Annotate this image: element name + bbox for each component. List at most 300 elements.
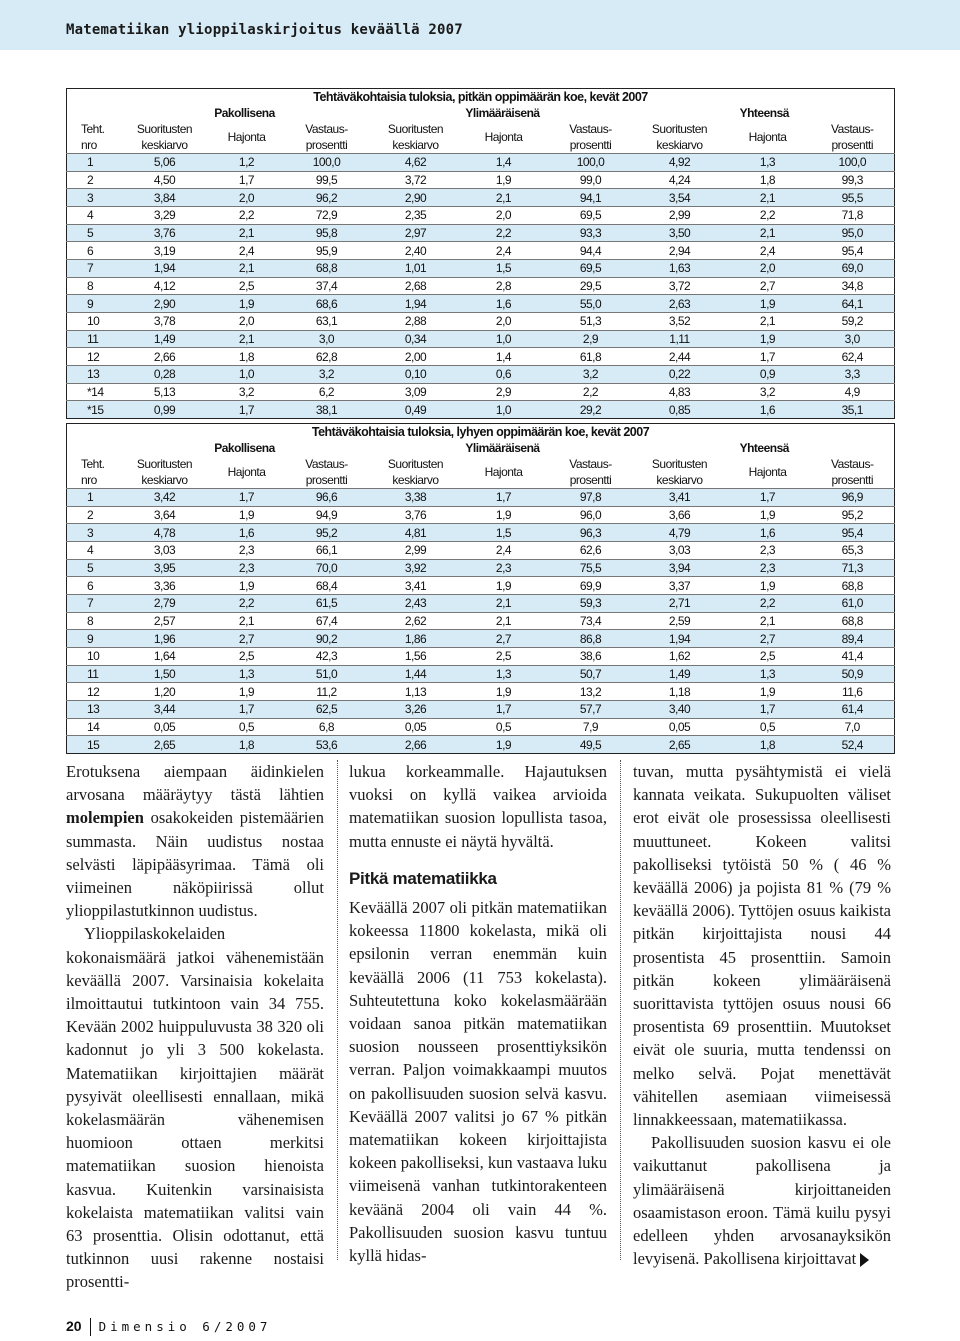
value-cell: 2,2 [211,594,283,612]
task-number-cell: 1 [67,489,119,507]
value-cell: 3,26 [371,700,461,718]
value-cell: 3,37 [635,577,725,595]
value-cell: 2,2 [725,594,811,612]
task-number-cell: 13 [67,365,119,383]
header-sd: Hajonta [725,456,811,489]
value-cell: 96,2 [283,189,371,207]
value-cell: 3,0 [811,330,895,348]
table-row [67,259,895,277]
header-sd: Hajonta [461,456,547,489]
value-cell: 2,94 [635,242,725,260]
value-cell: 93,3 [547,224,635,242]
value-cell: 4,9 [811,383,895,401]
value-cell: 4,12 [119,277,211,295]
value-cell: 94,1 [547,189,635,207]
value-cell: 0,28 [119,365,211,383]
value-cell: 75,5 [547,559,635,577]
value-cell: 61,5 [283,594,371,612]
task-number-cell: 4 [67,206,119,224]
table-row [67,312,895,330]
value-cell: 65,3 [811,541,895,559]
table-row [67,559,895,577]
value-cell: 3,40 [635,700,725,718]
value-cell: 1,5 [461,524,547,542]
value-cell: 11,2 [283,683,371,701]
value-cell: 2,99 [635,206,725,224]
table-row [67,401,895,419]
value-cell: 2,7 [461,630,547,648]
value-cell: 69,5 [547,259,635,277]
value-cell: 70,0 [283,559,371,577]
value-cell: 3,38 [371,489,461,507]
value-cell: 2,66 [119,348,211,366]
table-row [67,665,895,683]
value-cell: 3,03 [119,541,211,559]
value-cell: 3,2 [283,365,371,383]
value-cell: 95,5 [811,189,895,207]
value-cell: 61,0 [811,594,895,612]
value-cell: 96,3 [547,524,635,542]
value-cell: 3,64 [119,506,211,524]
table-short-wrapper [66,423,894,754]
header-mean: Suoritusten keskiarvo [119,121,211,154]
value-cell: 0,9 [725,365,811,383]
value-cell: 1,56 [371,647,461,665]
value-cell: 2,63 [635,295,725,313]
article-column-1 [66,760,324,1294]
value-cell: 1,9 [211,295,283,313]
table-row [67,154,895,172]
header-pass-percent: Vastaus- prosentti [283,121,371,154]
value-cell: 67,4 [283,612,371,630]
table-short-header-row [67,456,895,489]
value-cell: 0,5 [211,718,283,736]
value-cell: 4,24 [635,171,725,189]
value-cell: 2,7 [211,630,283,648]
value-cell: 0,10 [371,365,461,383]
task-number-cell: 3 [67,524,119,542]
value-cell: 62,5 [283,700,371,718]
value-cell: 0,5 [725,718,811,736]
value-cell: 0,99 [119,401,211,419]
value-cell: 2,0 [461,312,547,330]
value-cell: 1,9 [725,577,811,595]
value-cell: 3,50 [635,224,725,242]
value-cell: 2,43 [371,594,461,612]
table-row [67,718,895,736]
value-cell: 3,78 [119,312,211,330]
table-row [67,577,895,595]
task-number-cell: 6 [67,242,119,260]
value-cell: 51,3 [547,312,635,330]
table-row [67,524,895,542]
value-cell: 1,8 [725,171,811,189]
group-pakollisena: Pakollisena [119,440,371,456]
value-cell: 5,06 [119,154,211,172]
value-cell: 3,2 [725,383,811,401]
value-cell: 0,05 [635,718,725,736]
value-cell: 69,9 [547,577,635,595]
value-cell: 3,52 [635,312,725,330]
footer-separator [90,1318,91,1336]
table-row [67,171,895,189]
value-cell: 2,71 [635,594,725,612]
value-cell: 2,0 [211,189,283,207]
value-cell: 73,4 [547,612,635,630]
header-sd: Hajonta [211,456,283,489]
value-cell: 2,1 [725,224,811,242]
value-cell: 1,3 [461,665,547,683]
value-cell: 1,6 [725,524,811,542]
value-cell: 0,22 [635,365,725,383]
task-number-cell: 5 [67,559,119,577]
value-cell: 2,65 [119,736,211,754]
task-number-cell: 2 [67,506,119,524]
value-cell: 95,9 [283,242,371,260]
value-cell: 2,8 [461,277,547,295]
header-sd: Hajonta [461,121,547,154]
section-heading: Pitkä matematiikka [349,868,497,888]
value-cell: 1,7 [211,171,283,189]
table-long-wrapper [66,88,894,419]
value-cell: 95,0 [811,224,895,242]
value-cell: 2,00 [371,348,461,366]
value-cell: 1,2 [211,154,283,172]
value-cell: 3,0 [283,330,371,348]
value-cell: 3,09 [371,383,461,401]
value-cell: 2,68 [371,277,461,295]
task-number-cell: 7 [67,594,119,612]
value-cell: 1,7 [211,401,283,419]
value-cell: 1,62 [635,647,725,665]
value-cell: 50,9 [811,665,895,683]
table-row [67,683,895,701]
value-cell: 1,5 [461,259,547,277]
group-pakollisena: Pakollisena [119,105,371,121]
col3-paragraph-1: tuvan, mutta pysähtymistä ei vielä kannata veikata. Sukupuolten väliset erot eivät ole prosessissa oleellisesti muuttuneet. Kokeen valitsi pakolliseksi tytöistä 50 % ( 46 % keväällä 2006) ja pojista 81 % (79 % keväällä 2006). Tyttöjen osuus kaikista pitkän kirjoittajista nousi 44 prosentista 45 prosenttiin. Samoin pitkän kokeen ylimääräisenä suorittavista tyttöjen osuus nousi 66 prosentista 69 prosenttiin. Muutokset eivät ole suuria, mutta tendenssi on melko selvä. Pojat menettävät vähitellen asemiaan viimeisessä linnakkeessaan, matematiikassa. [633,762,891,1130]
task-number-cell: 3 [67,189,119,207]
value-cell: 100,0 [811,154,895,172]
value-cell: 35,1 [811,401,895,419]
value-cell: 38,1 [283,401,371,419]
value-cell: 68,8 [283,259,371,277]
value-cell: 3,95 [119,559,211,577]
value-cell: 1,9 [725,330,811,348]
value-cell: 3,44 [119,700,211,718]
value-cell: 2,44 [635,348,725,366]
value-cell: 90,2 [283,630,371,648]
value-cell: 1,7 [461,489,547,507]
table-short [66,423,895,754]
value-cell: 1,49 [119,330,211,348]
value-cell: 1,7 [211,489,283,507]
value-cell: 1,7 [725,348,811,366]
value-cell: 6,8 [283,718,371,736]
value-cell: 1,9 [461,736,547,754]
col2-paragraph-2: Keväällä 2007 oli pitkän matematiikan kokeessa 11800 kokelasta, mikä oli epsilonin verran enemmän kuin keväällä 2006 (11 753 kokelasta). Suhteutettuna koko kokelasmäärään voidaan sanoa pitkän matematiikan suosion nousseen prosenttiyksikön verran. Paljon voimakkaampi muutos on pakollisuuden suosion selvä kasvu. Keväällä 2007 valitsi jo 67 % pitkän matematiikan kokeen kirjoittajista kokeen pakolliseksi, kun vastaava luku viimeisenä vanhan tutkintorakenteen keväänä 2004 oli vain 44 %. Pakollisuuden suosion kasvu tuntuu kyllä hidas- [349,898,607,1266]
value-cell: 41,4 [811,647,895,665]
continue-arrow-icon [860,1253,869,1267]
table-row [67,295,895,313]
value-cell: 2,79 [119,594,211,612]
value-cell: 2,7 [725,630,811,648]
col2-paragraph-1: lukua korkeammalle. Hajautuksen vuoksi on kyllä vaikea arvioida matematiikan suosion lopullista tasoa, mutta ennuste ei näytä hyvältä. [349,762,607,851]
value-cell: 2,90 [371,189,461,207]
task-number-cell: 11 [67,665,119,683]
value-cell: 7,0 [811,718,895,736]
value-cell: 2,2 [725,206,811,224]
value-cell: 2,40 [371,242,461,260]
value-cell: 2,1 [725,312,811,330]
value-cell: 1,0 [461,401,547,419]
value-cell: 1,0 [211,365,283,383]
value-cell: 1,3 [725,665,811,683]
task-number-cell: 12 [67,683,119,701]
value-cell: 2,4 [461,541,547,559]
value-cell: 55,0 [547,295,635,313]
value-cell: 3,2 [211,383,283,401]
value-cell: 0,49 [371,401,461,419]
value-cell: 2,1 [461,612,547,630]
value-cell: 3,54 [635,189,725,207]
task-number-cell: 5 [67,224,119,242]
task-number-cell: 9 [67,295,119,313]
value-cell: 2,0 [461,206,547,224]
value-cell: 3,41 [371,577,461,595]
task-number-cell: 15 [67,736,119,754]
value-cell: 2,4 [211,242,283,260]
value-cell: 1,7 [725,700,811,718]
value-cell: 100,0 [283,154,371,172]
value-cell: 2,1 [211,330,283,348]
value-cell: 42,3 [283,647,371,665]
value-cell: 68,8 [811,577,895,595]
value-cell: 62,8 [283,348,371,366]
value-cell: 1,6 [461,295,547,313]
value-cell: 1,6 [725,401,811,419]
value-cell: 95,4 [811,524,895,542]
value-cell: 2,57 [119,612,211,630]
value-cell: 5,13 [119,383,211,401]
column-divider [337,760,338,1260]
table-row [67,242,895,260]
value-cell: 1,94 [119,259,211,277]
value-cell: 38,6 [547,647,635,665]
value-cell: 2,1 [461,594,547,612]
header-mean: Suoritusten keskiarvo [371,456,461,489]
task-number-cell: 10 [67,647,119,665]
value-cell: 3,76 [371,506,461,524]
task-number-cell: 1 [67,154,119,172]
task-number-cell: 13 [67,700,119,718]
value-cell: 1,20 [119,683,211,701]
value-cell: 68,6 [283,295,371,313]
value-cell: 86,8 [547,630,635,648]
table-row [67,736,895,754]
value-cell: 0,34 [371,330,461,348]
header-pass-percent: Vastaus- prosentti [547,121,635,154]
value-cell: 1,94 [371,295,461,313]
value-cell: 2,1 [211,224,283,242]
value-cell: 34,8 [811,277,895,295]
value-cell: 1,7 [725,489,811,507]
value-cell: 1,3 [725,154,811,172]
header-mean: Suoritusten keskiarvo [635,456,725,489]
value-cell: 4,79 [635,524,725,542]
group-ylimaaraisena: Ylimääräisenä [371,440,635,456]
value-cell: 1,3 [211,665,283,683]
value-cell: 2,2 [547,383,635,401]
table-row [67,506,895,524]
group-ylimaaraisena: Ylimääräisenä [371,105,635,121]
value-cell: 1,0 [461,330,547,348]
value-cell: 1,94 [635,630,725,648]
value-cell: 2,5 [461,647,547,665]
value-cell: 2,35 [371,206,461,224]
value-cell: 1,18 [635,683,725,701]
header-task-number: Teht. nro [67,121,119,154]
value-cell: 72,9 [283,206,371,224]
value-cell: 3,84 [119,189,211,207]
value-cell: 6,2 [283,383,371,401]
value-cell: 2,4 [725,242,811,260]
value-cell: 2,9 [547,330,635,348]
value-cell: 57,7 [547,700,635,718]
table-row [67,277,895,295]
header-pass-percent: Vastaus- prosentti [811,456,895,489]
table-row [67,365,895,383]
value-cell: 4,83 [635,383,725,401]
value-cell: 2,3 [725,541,811,559]
value-cell: 1,01 [371,259,461,277]
magazine-name: Dimensio 6/2007 [98,1319,272,1334]
page-footer [66,1318,271,1336]
value-cell: 96,9 [811,489,895,507]
value-cell: 100,0 [547,154,635,172]
value-cell: 2,7 [725,277,811,295]
value-cell: 1,9 [461,506,547,524]
value-cell: 1,13 [371,683,461,701]
value-cell: 71,8 [811,206,895,224]
article-column-2 [349,760,607,1267]
value-cell: 3,29 [119,206,211,224]
value-cell: 1,9 [725,506,811,524]
value-cell: 3,72 [635,277,725,295]
col3-paragraph-2: Pakollisuuden suosion kasvu ei ole vaikuttanut pakollisena ja ylimääräisenä kirjoittaneiden osaamistason eroon. Tämä kuilu pysyi edelleen yhden arvosanayksikön levyisenä. Pakollisena kirjoittavat [633,1133,891,1269]
task-number-cell: 9 [67,630,119,648]
task-number-cell: 12 [67,348,119,366]
value-cell: 4,50 [119,171,211,189]
value-cell: 2,3 [211,559,283,577]
value-cell: 1,9 [725,683,811,701]
group-yhteensa: Yhteensä [635,440,895,456]
value-cell: 1,9 [461,577,547,595]
value-cell: 1,6 [211,524,283,542]
value-cell: 50,7 [547,665,635,683]
value-cell: 2,66 [371,736,461,754]
value-cell: 3,41 [635,489,725,507]
value-cell: 59,3 [547,594,635,612]
value-cell: 7,9 [547,718,635,736]
task-number-cell: 8 [67,612,119,630]
value-cell: 63,1 [283,312,371,330]
task-number-cell: *15 [67,401,119,419]
value-cell: 99,3 [811,171,895,189]
task-number-cell: *14 [67,383,119,401]
value-cell: 0,05 [371,718,461,736]
header-mean: Suoritusten keskiarvo [119,456,211,489]
value-cell: 1,9 [211,506,283,524]
table-row [67,224,895,242]
table-long-header-row [67,121,895,154]
value-cell: 4,92 [635,154,725,172]
value-cell: 1,64 [119,647,211,665]
value-cell: 61,8 [547,348,635,366]
value-cell: 0,05 [119,718,211,736]
task-number-cell: 14 [67,718,119,736]
value-cell: 29,2 [547,401,635,419]
value-cell: 29,5 [547,277,635,295]
header-mean: Suoritusten keskiarvo [635,121,725,154]
header-mean: Suoritusten keskiarvo [371,121,461,154]
header-task-number: Teht. nro [67,456,119,489]
table-row [67,330,895,348]
value-cell: 2,2 [461,224,547,242]
value-cell: 99,5 [283,171,371,189]
table-row [67,612,895,630]
value-cell: 2,59 [635,612,725,630]
task-number-cell: 2 [67,171,119,189]
value-cell: 95,2 [811,506,895,524]
value-cell: 2,97 [371,224,461,242]
table-row [67,383,895,401]
value-cell: 2,5 [725,647,811,665]
value-cell: 3,94 [635,559,725,577]
value-cell: 2,1 [461,189,547,207]
table-long-body [67,154,895,419]
value-cell: 1,11 [635,330,725,348]
table-short-title: Tehtäväkohtaisia tuloksia, lyhyen oppimäärän koe, kevät 2007 [67,424,895,441]
task-number-cell: 10 [67,312,119,330]
value-cell: 96,6 [283,489,371,507]
value-cell: 1,9 [725,295,811,313]
value-cell: 68,4 [283,577,371,595]
value-cell: 1,9 [211,577,283,595]
value-cell: 2,62 [371,612,461,630]
table-row [67,348,895,366]
table-row [67,541,895,559]
value-cell: 1,7 [211,700,283,718]
page-header-title: Matematiikan ylioppilaskirjoitus keväällä 2007 [66,22,463,38]
value-cell: 2,65 [635,736,725,754]
value-cell: 49,5 [547,736,635,754]
value-cell: 94,4 [547,242,635,260]
value-cell: 2,90 [119,295,211,313]
value-cell: 37,4 [283,277,371,295]
value-cell: 2,0 [725,259,811,277]
table-row [67,700,895,718]
task-number-cell: 4 [67,541,119,559]
value-cell: 1,9 [211,683,283,701]
task-number-cell: 7 [67,259,119,277]
value-cell: 3,36 [119,577,211,595]
value-cell: 2,3 [725,559,811,577]
value-cell: 1,4 [461,154,547,172]
value-cell: 4,62 [371,154,461,172]
value-cell: 3,3 [811,365,895,383]
table-row [67,630,895,648]
value-cell: 2,1 [211,612,283,630]
